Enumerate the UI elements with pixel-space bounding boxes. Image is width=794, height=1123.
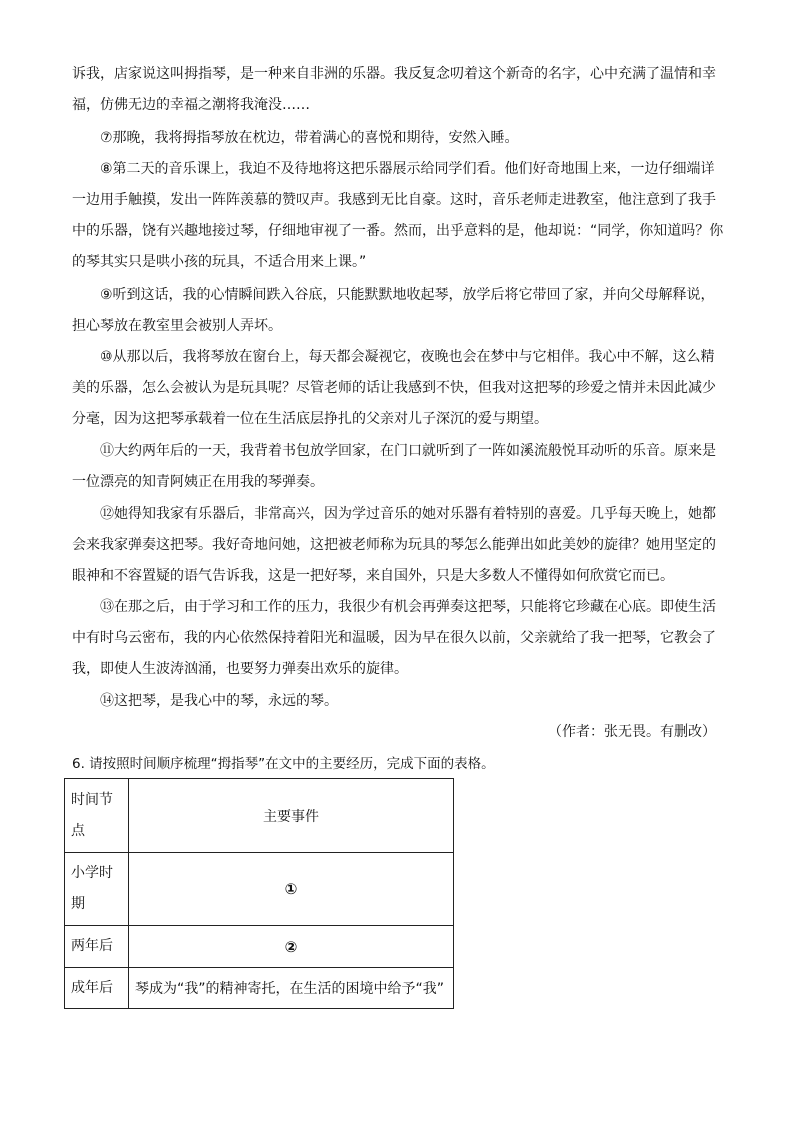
time-line: 期 <box>71 896 85 912</box>
paragraph-12 <box>72 499 722 592</box>
answer-blank-1[interactable]: ① <box>129 853 454 926</box>
text-line: 眼神和不容置疑的语气告诉我，这是一把好琴，来自国外，只是大多数人不懂得如何欣赏它而已。 <box>72 568 674 584</box>
text-line: 我，即使人生波涛汹涌，也要努力弹奏出欢乐的旋律。 <box>72 661 408 677</box>
text-line: 福，仿佛无边的幸福之潮将我淹没…… <box>72 97 310 113</box>
text-line: 担心琴放在教室里会被别人弄坏。 <box>72 318 282 334</box>
header-time-line: 点 <box>71 822 85 839</box>
text-line: 会来我家弹奏这把琴。我好奇地问她，这把被老师称为玩具的琴怎么能弹出如此美妙的旋律？她用坚定的 <box>72 537 716 553</box>
text-line: ⑬在那之后，由于学习和工作的压力，我很少有机会再弹奏这把琴，只能将它珍藏在心底。即使生活 <box>100 599 716 615</box>
header-time-cell <box>65 779 129 853</box>
paragraph-7 <box>72 123 722 154</box>
text-line: ⑧第二天的音乐课上，我迫不及待地将这把乐器展示给同学们看。他们好奇地围上来，一边仔细端详 <box>100 161 715 177</box>
text-line: ⑩从那以后，我将琴放在窗台上，每天都会凝视它，夜晚也会在梦中与它相伴。我心中不解，这么精 <box>100 349 715 365</box>
text-line: 诉我，店家说这叫拇指琴，是一种来自非洲的乐器。我反复念叨着这个新奇的名字，心中充满了温情和幸 <box>72 66 716 82</box>
time-cell <box>65 926 129 968</box>
paragraph-6 <box>72 59 722 121</box>
text-line: ⑨听到这话，我的心情瞬间跌入谷底，只能默默地收起琴，放学后将它带回了家，并向父母解释说， <box>100 287 715 303</box>
time-cell <box>65 968 129 1009</box>
paragraph-10 <box>72 342 722 435</box>
time-line: 小学时 <box>71 865 113 881</box>
text-line: ⑭这把琴，是我心中的琴，永远的琴。 <box>100 693 338 709</box>
table-header-row <box>65 779 454 853</box>
text-line: 一位漂亮的知青阿姨正在用我的琴弹奏。 <box>72 474 324 490</box>
author-credit: （作者：张无畏。有删改） <box>548 724 716 740</box>
events-table <box>64 778 454 1009</box>
time-line: 成年后 <box>71 979 113 996</box>
time-cell <box>65 853 129 926</box>
table-row <box>65 968 454 1009</box>
text-line: 分毫，因为这把琴承载着一位在生活底层挣扎的父亲对儿子深沉的爱与期望。 <box>72 411 548 427</box>
paragraph-14 <box>72 686 722 717</box>
text-line: 一边用手触摸，发出一阵阵羡慕的赞叹声。我感到无比自豪。这时，音乐老师走进教室，他注意到了我手 <box>72 192 716 208</box>
header-event-cell: 主要事件 <box>129 779 454 853</box>
answer-blank-2[interactable]: ② <box>129 926 454 968</box>
event-cell: 琴成为“我”的精神寄托，在生活的困境中给予“我” <box>129 968 454 1009</box>
header-time-line: 时间节 <box>71 791 113 808</box>
time-line: 两年后 <box>71 938 113 954</box>
text-line: ⑫她得知我家有乐器后，非常高兴，因为学过音乐的她对乐器有着特别的喜爱。几乎每天晚上，她都 <box>100 506 716 522</box>
text-line: ⑦那晚，我将拇指琴放在枕边，带着满心的喜悦和期待，安然入睡。 <box>100 130 519 146</box>
question-6-prompt: 6. 请按照时间顺序梳理“拇指琴”在文中的主要经历，完成下面的表格。 <box>72 756 495 772</box>
paragraph-13 <box>72 592 722 685</box>
table-row <box>65 853 454 926</box>
text-line: 中的乐器，饶有兴趣地接过琴，仔细地审视了一番。然而，出乎意料的是，他却说：“同学，你知道吗？你 <box>72 223 724 239</box>
text-line: 美的乐器，怎么会被认为是玩具呢？尽管老师的话让我感到不快，但我对这把琴的珍爱之情并未因此减少 <box>72 380 716 396</box>
text-line: ⑪大约两年后的一天，我背着书包放学回家，在门口就听到了一阵如溪流般悦耳动听的乐音。原来是 <box>100 443 716 459</box>
text-line: 中有时乌云密布，我的内心依然保持着阳光和温暖，因为早在很久以前，父亲就给了我一把琴，它教会了 <box>72 630 716 646</box>
paragraph-9 <box>72 280 722 342</box>
paragraph-11 <box>72 436 722 498</box>
paragraph-8 <box>72 154 722 278</box>
table-row <box>65 926 454 968</box>
text-line: 的琴其实只是哄小孩的玩具，不适合用来上课。” <box>72 254 367 270</box>
